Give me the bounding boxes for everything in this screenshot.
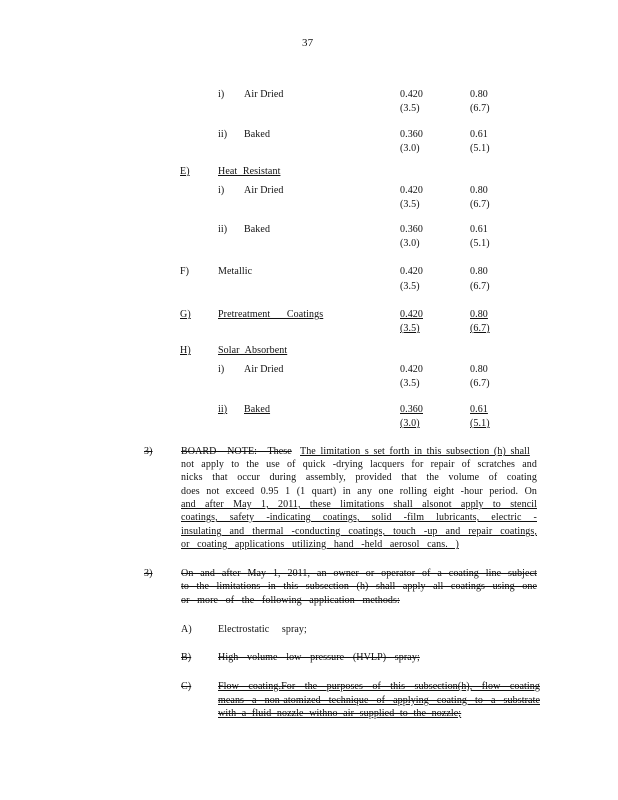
voc-value-metric: (3.0) [400,143,420,154]
voc-value-2-metric: (6.7) [470,199,490,210]
voc-value-2-metric: (6.7) [470,378,490,389]
row-label: Baked [244,404,271,415]
voc-value-2: 0.80 [470,266,488,277]
item-text: Electrostatic spray; [218,624,307,635]
row-label: Baked [244,129,271,140]
item-text-line: with a fluid nozzle withno air supplied to the nozzle; [218,708,462,719]
row-label: Baked [244,224,271,235]
voc-value: 0.360 [400,129,423,140]
board-note-lead-deleted: BOARD NOTE: These [181,446,292,457]
paragraph-line: or more of the following application methods: [181,595,400,606]
paragraph-line: not apply to the use of quick -drying lacquers for repair of scratches and [181,459,537,470]
voc-value-metric: (3.5) [400,281,420,292]
voc-value-2-metric: (5.1) [470,238,490,249]
row-label: Metallic [218,266,253,277]
voc-value-2: 0.61 [470,224,488,235]
voc-value-metric: (3.5) [400,323,420,334]
voc-value: 0.360 [400,224,423,235]
voc-value-metric: (3.0) [400,418,420,429]
paragraph-line: insulating and thermal -conducting coatings, touch -up and repair coatings, [181,526,537,537]
row-label: Air Dried [244,364,284,375]
voc-value-2: 0.80 [470,309,488,320]
paragraph-line: On and after May 1, 2011, an owner or operator of a coating line subject [181,568,537,579]
paragraph-line: does not exceed 0.95 1 (1 quart) in any one rolling eight -hour period. On [181,486,537,497]
voc-value-2: 0.80 [470,364,488,375]
voc-value: 0.420 [400,364,423,375]
voc-value-metric: (3.5) [400,378,420,389]
paragraph-line: The limitation s set forth in this subsection (h) shall [300,446,530,457]
voc-value-metric: (3.5) [400,199,420,210]
paragraph-line: coatings, safety -indicating coatings, solid -film lubricants, electric - [181,512,537,523]
row-marker: i) [218,89,225,100]
voc-value-2: 0.80 [470,185,488,196]
item-text: High volume low pressure (HVLP) spray; [218,652,420,663]
voc-value: 0.420 [400,89,423,100]
paragraph-line: or coating applications utilizing hand -held aerosol cans. ) [181,539,459,550]
page-number: 37 [302,37,314,49]
voc-value: 0.360 [400,404,423,415]
voc-value-2: 0.61 [470,404,488,415]
section-number: 3) [144,568,153,579]
row-marker: ii) [218,129,228,140]
item-text-line: means a non-atomized technique of applying coating to a substrate [218,695,540,706]
voc-value-2-metric: (6.7) [470,103,490,114]
item-marker: A) [181,624,192,635]
item-text-line: Flow coating.For the purposes of this subsection(h), flow coating [218,681,540,692]
row-marker: ii) [218,404,228,415]
row-marker: G) [180,309,191,320]
voc-value-2-metric: (6.7) [470,323,490,334]
paragraph-line: nicks that occur during assembly, provided that the volume of coating [181,472,537,483]
row-label: Air Dried [244,185,284,196]
row-marker: i) [218,185,225,196]
voc-value: 0.420 [400,266,423,277]
voc-value: 0.420 [400,309,423,320]
paragraph-line: to the limitations in this subsection (h) shall apply all coatings using one [181,581,537,592]
row-marker: i) [218,364,225,375]
row-label: Solar Absorbent [218,345,288,356]
item-marker: C) [181,681,192,692]
voc-value-2: 0.80 [470,89,488,100]
voc-value-2-metric: (5.1) [470,143,490,154]
voc-value-metric: (3.5) [400,103,420,114]
section-number: 3) [144,446,153,457]
paragraph-line: and after May 1, 2011, these limitations shall alsonot apply to stencil [181,499,537,510]
voc-value-2-metric: (6.7) [470,281,490,292]
row-marker: ii) [218,224,228,235]
row-marker: H) [180,345,191,356]
item-marker: B) [181,652,192,663]
voc-value-2: 0.61 [470,129,488,140]
row-label: Pretreatment Coatings [218,309,324,320]
row-label: Air Dried [244,89,284,100]
row-marker: F) [180,266,190,277]
row-marker: E) [180,166,190,177]
voc-value-metric: (3.0) [400,238,420,249]
row-label: Heat Resistant [218,166,281,177]
voc-value: 0.420 [400,185,423,196]
voc-value-2-metric: (5.1) [470,418,490,429]
